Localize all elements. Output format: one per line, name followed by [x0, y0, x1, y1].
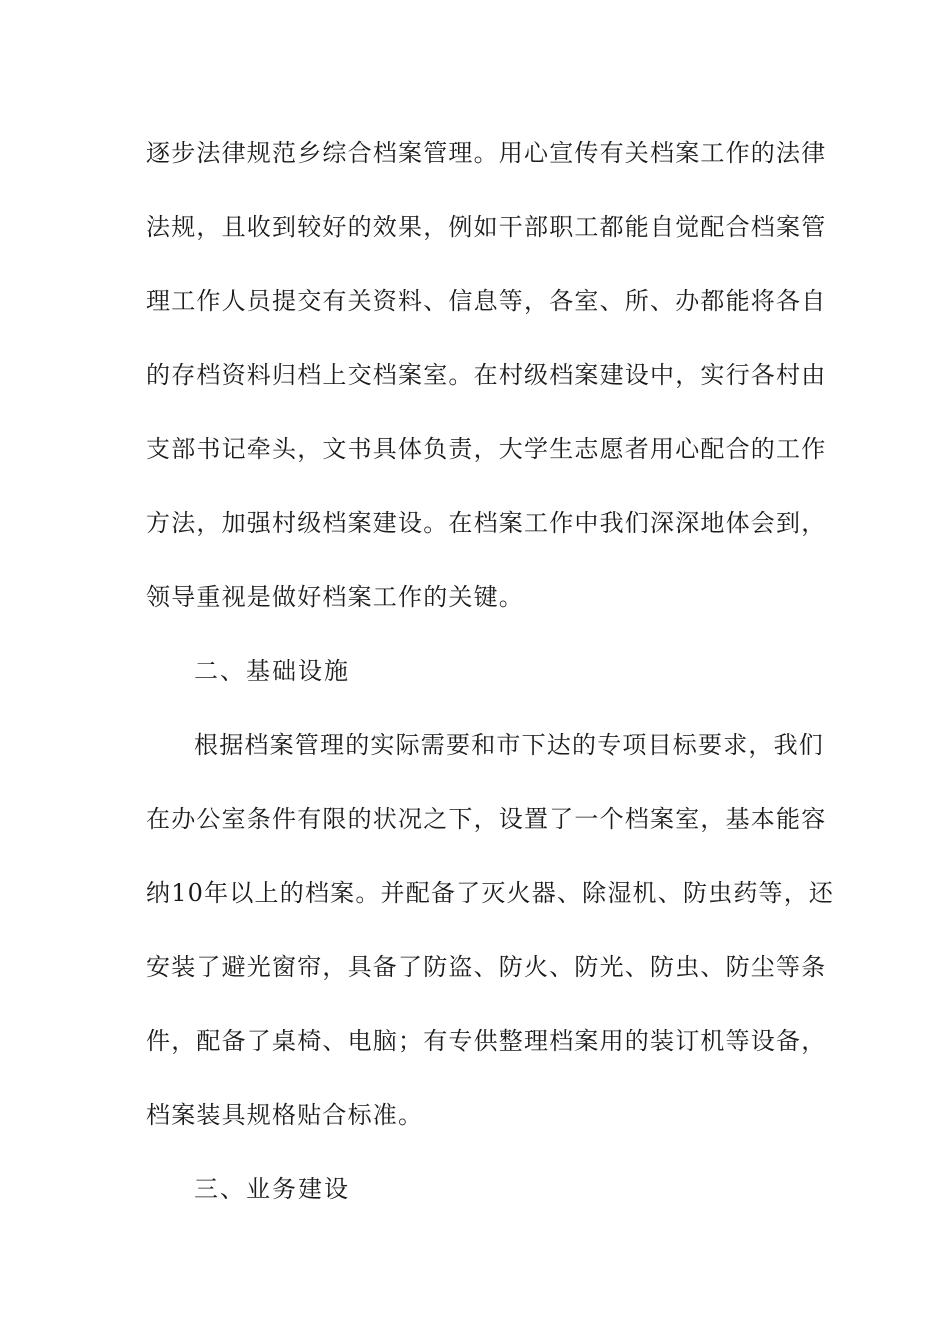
paragraph-line: 领导重视是做好档案工作的关键。 — [146, 583, 524, 611]
paragraph-line: 安装了避光窗帘，具备了防盗、防火、防光、防虫、防尘等条 — [146, 953, 827, 981]
section-heading-business: 三、业务建设 — [194, 1175, 350, 1203]
paragraph-line: 理工作人员提交有关资料、信息等，各室、所、办都能将各自 — [146, 287, 827, 315]
paragraph-line: 逐步法律规范乡综合档案管理。用心宣传有关档案工作的法律 — [146, 139, 827, 167]
paragraph-line: 法规，且收到较好的效果，例如干部职工都能自觉配合档案管 — [146, 213, 827, 241]
paragraph-line: 档案装具规格贴合标准。 — [146, 1101, 424, 1129]
paragraph-line: 件，配备了桌椅、电脑；有专供整理档案用的装订机等设备， — [146, 1027, 827, 1055]
paragraph-line: 的存档资料归档上交档案室。在村级档案建设中，实行各村由 — [146, 361, 827, 389]
paragraph-line: 支部书记牵头，文书具体负责，大学生志愿者用心配合的工作 — [146, 435, 827, 463]
paragraph-line: 在办公室条件有限的状况之下，设置了一个档案室，基本能容 — [146, 805, 827, 833]
section-heading-infrastructure: 二、基础设施 — [194, 657, 350, 685]
paragraph-line: 方法，加强村级档案建设。在档案工作中我们深深地体会到， — [146, 509, 827, 537]
paragraph-line: 根据档案管理的实际需要和市下达的专项目标要求，我们 — [194, 731, 824, 759]
document-body — [146, 128, 835, 1238]
paragraph-line: 纳10年以上的档案。并配备了灭火器、除湿机、防虫药等，还 — [146, 879, 835, 907]
